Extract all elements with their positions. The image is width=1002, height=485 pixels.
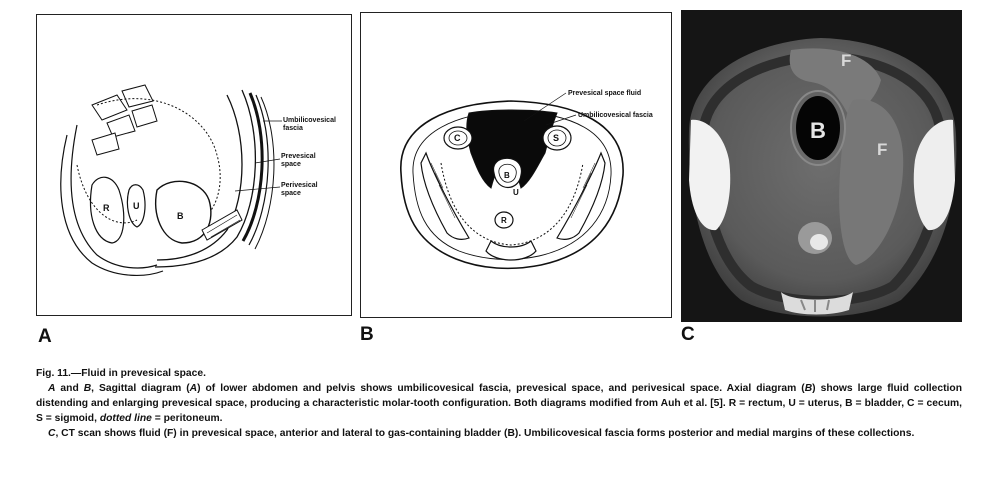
sigmoid-label: S [553, 133, 560, 143]
sagittal-diagram [36, 14, 352, 316]
caption-text: and [55, 383, 84, 394]
umbilicovesical-fascia-label-2: fascia [283, 125, 303, 132]
rectum-label: R [501, 216, 507, 225]
axial-drawing [361, 13, 671, 317]
caption-text: ) of lower abdomen and pelvis shows umbilicovesical fascia, prevesical space, and perivesical space. Axial diagram ( [197, 383, 805, 394]
caption-paragraph-ab [36, 381, 962, 426]
caption-ref-b2: B [804, 383, 813, 394]
sagittal-drawing [37, 15, 351, 315]
caption-dotted-line: dotted line [99, 413, 152, 424]
rectum-label: R [103, 203, 110, 213]
prevesical-space-label-2: space [281, 161, 301, 168]
caption-ref-a: A [48, 383, 56, 394]
ct-scan-drawing [681, 10, 962, 322]
prevesical-space-label: Prevesical [281, 153, 316, 160]
caption-text: , CT scan shows fluid (F) in prevesical space, anterior and lateral to gas-containing bladder (B). Umbilicovesical fascia forms posterior and medial margins of these collections. [55, 428, 915, 439]
caption-ref-b: B [83, 383, 92, 394]
umbilicovesical-fascia-label: Umbilicovesical fascia [578, 112, 653, 119]
umbilicovesical-fascia-label: Umbilicovesical [283, 117, 336, 124]
panel-b-letter: B [360, 324, 374, 345]
caption-paragraph-c [36, 426, 962, 441]
uterus-label: U [133, 201, 140, 211]
bladder-label: B [810, 118, 826, 143]
panel-c-letter: C [681, 324, 695, 345]
figure-caption [36, 366, 962, 441]
fluid-label-top: F [841, 51, 852, 70]
axial-diagram [360, 12, 672, 318]
fluid-label-right: F [877, 140, 888, 159]
perivesical-space-label: Perivesical [281, 182, 318, 189]
bladder-label: B [177, 211, 184, 221]
bladder-label: B [504, 171, 510, 180]
caption-text: = peritoneum. [151, 413, 223, 424]
caption-text: ) shows large fluid collection distending and enlarging prevesical space, producing a characteristic molar-tooth configuration. Both diagrams modified from Auh et al. [5]. R = rectum, U = uterus, B = bladder, C = cecum, S = sigmoid, [36, 383, 962, 424]
caption-text: , Sagittal diagram ( [91, 383, 190, 394]
ct-scan-image [681, 10, 962, 322]
caption-ref-c: C [48, 428, 56, 439]
caption-title: Fig. 11.—Fluid in prevesical space. [36, 368, 206, 379]
uterus-label: U [513, 188, 519, 197]
panel-a-letter: A [38, 326, 52, 347]
caption-ref-a2: A [189, 383, 198, 394]
perivesical-space-label-2: space [281, 190, 301, 197]
prevesical-fluid-label: Prevesical space fluid [568, 90, 642, 97]
cecum-label: C [454, 133, 461, 143]
